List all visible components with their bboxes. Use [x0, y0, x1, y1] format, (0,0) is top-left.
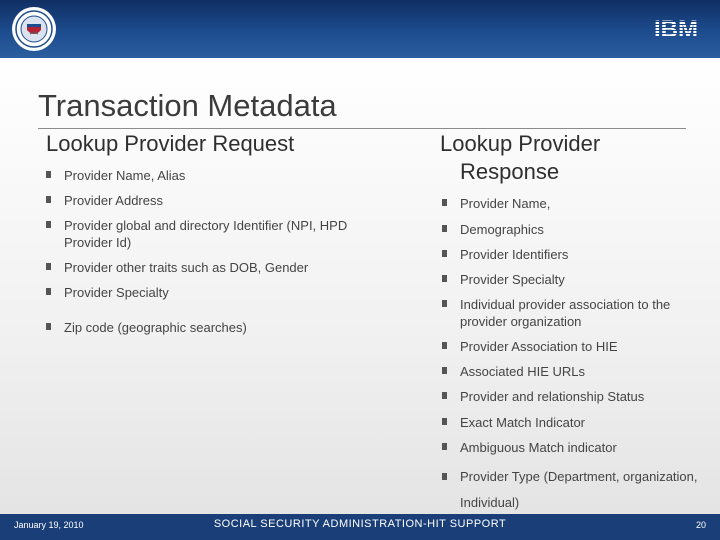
list-item: Provider global and directory Identifier (NPI, HPD Provider Id): [64, 217, 394, 251]
bullet-icon: [442, 250, 447, 257]
footer-bar: [0, 514, 720, 540]
list-item: Provider Address: [64, 192, 394, 209]
list-item: Provider Name,: [460, 195, 700, 212]
list-item: Individual provider association to the provider organization: [460, 296, 700, 330]
header-bar: [0, 0, 720, 58]
footer-date: January 19, 2010: [14, 520, 84, 530]
response-heading: [440, 130, 670, 186]
bullet-icon: [442, 367, 447, 374]
list-item: Ambiguous Match indicator: [460, 439, 700, 456]
bullet-icon: [46, 288, 51, 295]
ibm-logo-text: IBM: [654, 16, 698, 40]
list-item: Provider Name, Alias: [64, 167, 394, 184]
bullet-icon: [442, 225, 447, 232]
request-heading: Lookup Provider Request: [46, 131, 295, 156]
bullet-icon: [46, 323, 51, 330]
bullet-icon: [46, 221, 51, 228]
response-heading-line1: Lookup Provider: [440, 131, 601, 156]
page-number: 20: [695, 520, 706, 530]
response-heading-line2: Response: [460, 159, 560, 184]
list-item: Exact Match Indicator: [460, 414, 700, 431]
list-item: Provider and relationship Status: [460, 388, 700, 405]
footer-org: SOCIAL SECURITY ADMINISTRATION-HIT SUPPORT: [213, 518, 507, 530]
bullet-icon: [442, 418, 447, 425]
title-divider: [38, 128, 686, 129]
list-item: Provider Identifiers: [460, 246, 700, 263]
list-item: Provider Specialty: [460, 271, 700, 288]
bullet-icon: [46, 171, 51, 178]
bullet-icon: [442, 392, 447, 399]
ssa-seal-icon: [11, 6, 57, 52]
bullet-icon: [442, 300, 447, 307]
bullet-icon: [442, 199, 447, 206]
list-item: Zip code (geographic searches): [64, 319, 394, 336]
bullet-icon: [46, 196, 51, 203]
list-item: Associated HIE URLs: [460, 363, 700, 380]
ibm-logo-icon: [650, 16, 702, 40]
list-item: Demographics: [460, 221, 700, 238]
bullet-icon: [442, 473, 447, 480]
list-item: Provider Specialty: [64, 284, 394, 301]
list-item: Provider Association to HIE: [460, 338, 700, 355]
list-item: Provider Type (Department, organization, Individual): [460, 464, 700, 516]
bullet-icon: [442, 275, 447, 282]
bullet-icon: [442, 342, 447, 349]
slide-title: Transaction Metadata: [38, 88, 337, 123]
list-item: Provider other traits such as DOB, Gender: [64, 259, 394, 276]
bullet-icon: [46, 263, 51, 270]
bullet-icon: [442, 443, 447, 450]
